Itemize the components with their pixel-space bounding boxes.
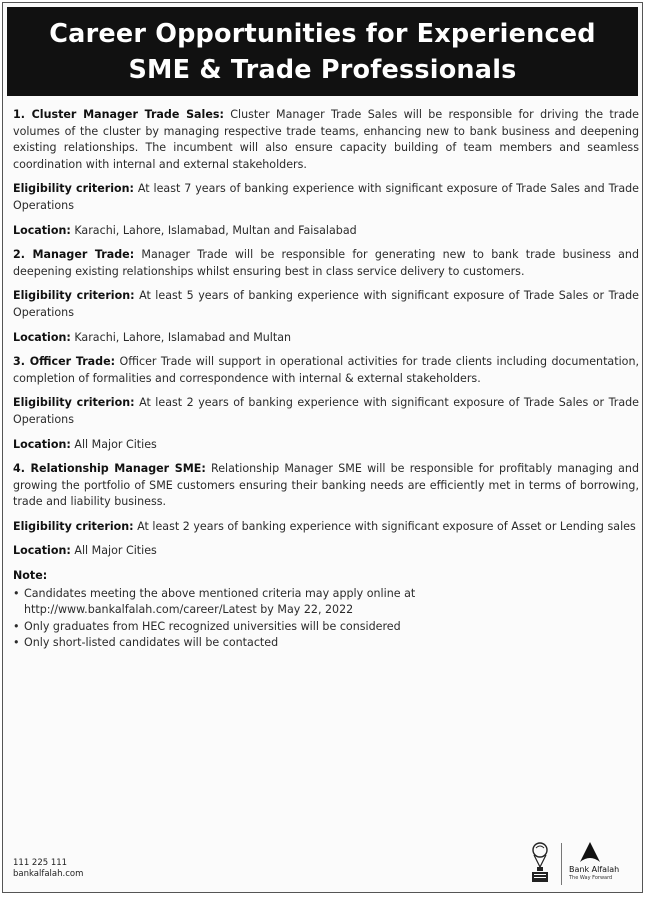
job-2-text: Manager Trade will be responsible for generating new to bank trade business and deepening existing relationships whilst ensuring best in class service delivery to customers. xyxy=(13,248,640,278)
job-2-location-text: Karachi, Lahore, Islamabad and Multan xyxy=(70,330,292,344)
career-link[interactable]: http://www.bankalfalah.com/career/Latest by May 22, 2022 xyxy=(24,603,354,617)
contact-info xyxy=(13,858,83,880)
job-1-eligibility-text: At least 7 years of banking experience with significant exposure of Trade Sales and Trade Operations xyxy=(13,182,639,212)
job-4-eligibility-label: Eligibility criterion: xyxy=(13,519,134,533)
job-3-location xyxy=(13,437,639,454)
job-4-location xyxy=(13,543,639,560)
note-item-apply-text: Candidates meeting the above mentioned criteria may apply online at xyxy=(24,586,416,600)
job-4-text: Relationship Manager SME will be responsible for profitably managing and growing the portfolio of SME customers ensuring their banking needs are efficiently met in terms of borrowing, trade and liability business. xyxy=(13,462,640,509)
job-1-location-label: Location: xyxy=(13,223,71,237)
job-3-eligibility xyxy=(13,395,639,428)
job-advertisement xyxy=(2,2,643,893)
job-3-description xyxy=(13,354,639,387)
brand-tagline: The Way Forward xyxy=(569,875,613,881)
job-3-eligibility-label: Eligibility criterion: xyxy=(13,396,135,410)
job-3-location-label: Location: xyxy=(13,437,71,451)
job-1-location xyxy=(13,223,639,240)
job-2-description xyxy=(13,247,639,280)
note-title: Note: xyxy=(13,569,48,583)
bank-alfalah-logo-icon xyxy=(579,841,601,863)
job-1-eligibility-label: Eligibility criterion: xyxy=(13,182,134,196)
note-list xyxy=(13,586,639,652)
job-3-text: Officer Trade will support in operational activities for trade clients including documentation, completion of formalities and correspondence with internal & external stakeholders. xyxy=(13,355,639,385)
job-1-description xyxy=(13,107,639,173)
award-trophy-icon xyxy=(527,841,553,885)
header-banner xyxy=(7,7,638,96)
website-link[interactable]: bankalfalah.com xyxy=(13,869,84,879)
footer-logos xyxy=(527,839,637,887)
job-4-location-label: Location: xyxy=(13,544,71,558)
job-4-location-text: All Major Cities xyxy=(70,544,157,558)
job-2-location xyxy=(13,330,639,347)
job-3-title: 3. Officer Trade: xyxy=(13,355,116,369)
content-body xyxy=(13,107,639,652)
job-3-eligibility-text: At least 2 years of banking experience with significant exposure of Trade Sales or Trade Operations xyxy=(13,396,639,426)
job-2-eligibility-label: Eligibility criterion: xyxy=(13,289,135,303)
note-item-apply xyxy=(13,586,639,619)
phone-number: 111 225 111 xyxy=(13,858,68,868)
job-2-location-label: Location: xyxy=(13,330,71,344)
job-4-description xyxy=(13,461,639,511)
logo-divider xyxy=(561,843,562,885)
note-item-shortlisted: • Only short-listed candidates will be contacted xyxy=(13,635,639,652)
page-title-line-1: Career Opportunities for Experienced xyxy=(49,18,596,49)
job-4-eligibility xyxy=(13,519,639,536)
job-4-eligibility-text: At least 2 years of banking experience with significant exposure of Asset or Lending sales xyxy=(133,519,636,533)
job-2-title: 2. Manager Trade: xyxy=(13,248,135,262)
job-2-eligibility-text: At least 5 years of banking experience with significant exposure of Trade Sales or Trade Operations xyxy=(13,289,639,319)
job-1-location-text: Karachi, Lahore, Islamabad, Multan and Faisalabad xyxy=(70,223,357,237)
job-1-text: Cluster Manager Trade Sales will be responsible for driving the trade volumes of the cluster by managing respective trade teams, enhancing new to bank business and deepening existing relationships. The incumbent will also ensure capacity building of team members and seamless coordination with internal and external stakeholders. xyxy=(13,108,639,171)
brand-block xyxy=(569,841,635,882)
job-4-title: 4. Relationship Manager SME: xyxy=(13,462,206,476)
page-title-line-2: SME & Trade Professionals xyxy=(128,54,517,85)
brand-name: Bank Alfalah xyxy=(569,865,620,874)
job-1-title: 1. Cluster Manager Trade Sales: xyxy=(13,108,224,121)
job-2-eligibility xyxy=(13,288,639,321)
note-item-hec: • Only graduates from HEC recognized universities will be considered xyxy=(13,619,639,636)
job-3-location-text: All Major Cities xyxy=(70,437,157,451)
job-1-eligibility xyxy=(13,181,639,214)
